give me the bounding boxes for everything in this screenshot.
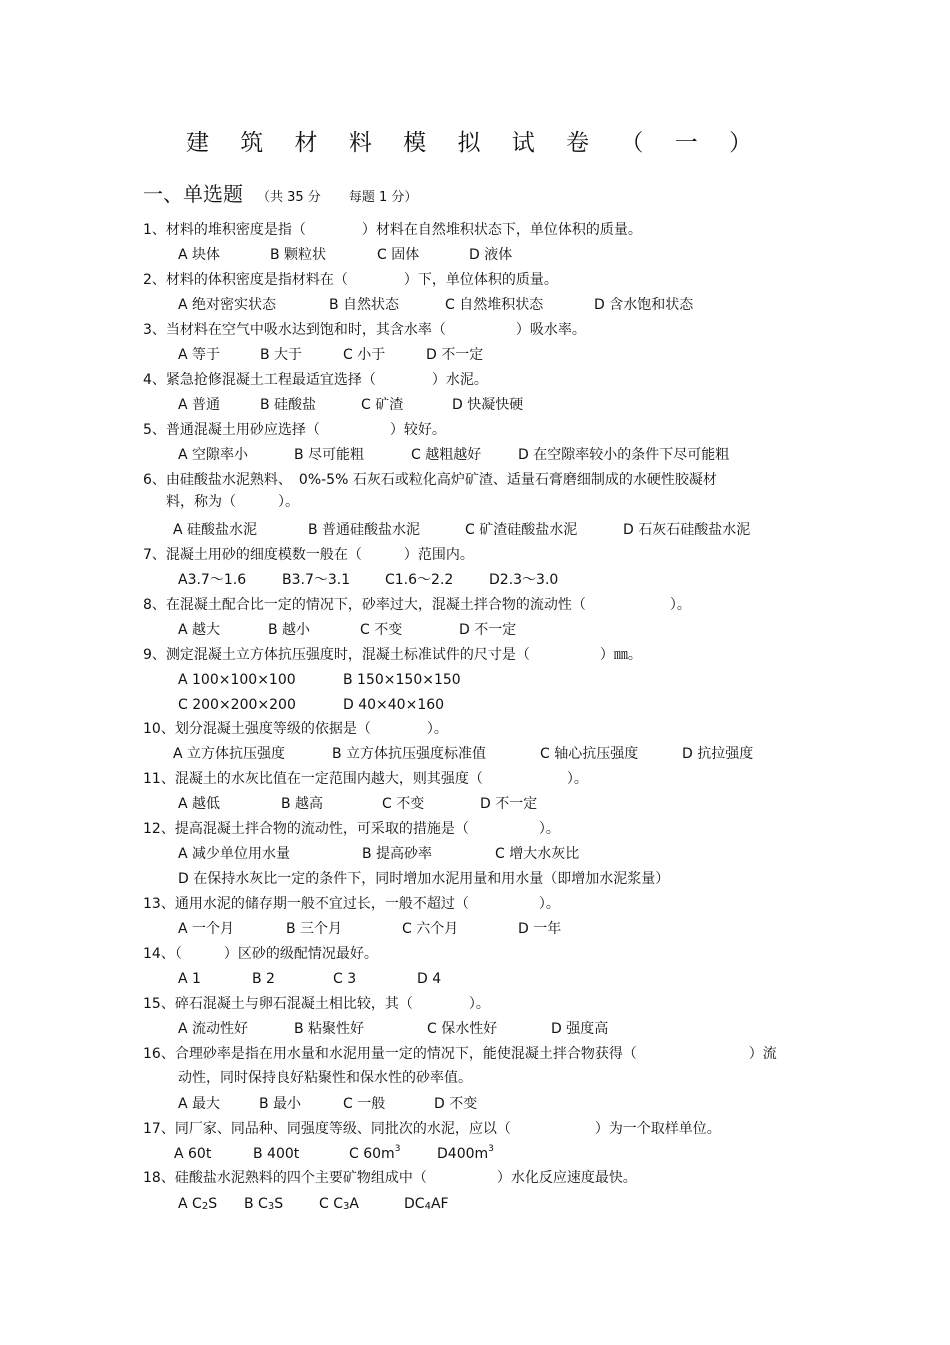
option-d: D 快凝快硬 [452,397,524,413]
option-d: D 在空隙率较小的条件下尽可能粗 [518,447,730,463]
option-a: A 1 [178,971,201,987]
section-score-note: （共 35 分 [257,190,321,205]
option-a: A 越大 [178,622,221,638]
option-b: B 提高砂率 [362,846,433,862]
option-c [319,1195,359,1213]
option-c: C 一般 [343,1096,386,1112]
option-c: C 矿渣 [361,397,404,413]
option-b: B 硅酸盐 [260,397,317,413]
question-15: 15、碎石混凝土与卵石混凝土相比较，其（ ）。 [143,996,490,1012]
option-a: A 空隙率小 [178,447,249,463]
question-6-continued: 料，称为（ ）。 [166,494,299,510]
question-5: 5、普通混凝土用砂应选择（ ）较好。 [143,422,446,438]
question-7: 7、混凝土用砂的细度模数一般在（ ）范围内。 [143,547,474,563]
option-a [178,1195,217,1213]
option-c: C 3 [333,971,357,987]
option-b [244,1195,283,1213]
option-a: A3.7～1.6 [178,572,247,588]
question-12: 12、提高混凝土拌合物的流动性，可采取的措施是（ ）。 [143,821,560,837]
option-c-text: C 60m [349,1146,395,1162]
question-16: 16、合理砂率是指在用水量和水泥用量一定的情况下，能使混凝土拌合物获得（ ）流 [143,1046,777,1062]
section-title: 一、单选题 [143,182,243,206]
option-c: C 小于 [343,347,386,363]
option-b: B 普通硅酸盐水泥 [308,522,421,538]
question-17: 17、同厂家、同品种、同强度等级、同批次的水泥，应以（ ）为一个取样单位。 [143,1121,721,1137]
option-a: A 减少单位用水量 [178,846,291,862]
option-b: B 三个月 [286,921,343,937]
subscript: 3 [343,1201,350,1212]
option-c: C 不变 [382,796,425,812]
question-11: 11、混凝土的水灰比值在一定范围内越大，则其强度（ ）。 [143,771,588,787]
section-per-item-note: 每题 1 分） [348,190,418,205]
option-a-text: A C [178,1196,202,1212]
subscript: 4 [424,1201,431,1212]
question-2: 2、材料的体积密度是指材料在（ ）下，单位体积的质量。 [143,272,558,288]
question-16-continued: 动性，同时保持良好粘聚性和保水性的砂率值。 [178,1070,472,1086]
option-b: B 大于 [260,347,303,363]
subscript: 2 [201,1201,209,1212]
option-a: A 越低 [178,796,221,812]
option-b: B 越小 [268,622,311,638]
option-d [404,1195,449,1213]
option-d: D 抗拉强度 [682,746,754,762]
option-c: C 矿渣硅酸盐水泥 [465,522,578,538]
option-a: A 100×100×100 [178,672,296,688]
option-a: A 流动性好 [178,1021,249,1037]
option-c: C1.6～2.2 [385,572,454,588]
option-d: D 40×40×160 [343,697,445,713]
option-c: C 越粗越好 [411,447,482,463]
option-d-tail: AF [430,1196,449,1212]
option-b: B 颗粒状 [270,247,327,263]
cubic-superscript: 3 [488,1144,494,1154]
question-3: 3、当材料在空气中吸水达到饱和时，其含水率（ ）吸水率。 [143,322,586,338]
option-a: A 硅酸盐水泥 [173,522,258,538]
option-a: A 普通 [178,397,221,413]
option-b: B 粘聚性好 [294,1021,365,1037]
option-b: B 越高 [281,796,324,812]
question-8: 8、在混凝土配合比一定的情况下，砂率过大，混凝土拌合物的流动性（ ）。 [143,597,691,613]
option-a: A 最大 [178,1096,221,1112]
subscript: 3 [267,1201,275,1212]
option-c: C 增大水灰比 [495,846,580,862]
option-d-text: DC [404,1196,425,1212]
option-d: D 含水饱和状态 [594,297,694,313]
section-heading [143,178,417,207]
question-1: 1、材料的堆积密度是指（ ）材料在自然堆积状态下，单位体积的质量。 [143,222,642,238]
option-b: B 最小 [259,1096,302,1112]
question-6: 6、由硅酸盐水泥熟料、 0%-5% 石灰石或粒化高炉矿渣、适量石膏磨细制成的水硬性胶凝材 [143,472,717,488]
option-d: D2.3～3.0 [489,572,559,588]
option-c: C 固体 [377,247,420,263]
option-c-text: C C [319,1196,344,1212]
option-c: C 六个月 [402,921,459,937]
option-a: A 等于 [178,347,221,363]
option-c: C 不变 [360,622,403,638]
page-title: 建 筑 材 料 模 拟 试 卷 （ 一 ） [185,130,765,156]
option-d: D 液体 [469,247,513,263]
question-14: 14、（ ）区砂的级配情况最好。 [143,946,378,962]
option-c: C 轴心抗压强度 [540,746,639,762]
question-9: 9、测定混凝土立方体抗压强度时，混凝土标准试件的尺寸是（ ）㎜。 [143,647,642,663]
option-d: D 不变 [434,1096,478,1112]
question-10: 10、划分混凝土强度等级的依据是（ ）。 [143,721,448,737]
option-b-tail: S [274,1196,284,1212]
option-a: A 绝对密实状态 [178,297,277,313]
option-d: D 不一定 [426,347,484,363]
option-b-text: B C [244,1196,268,1212]
option-d-text: D400m [437,1146,489,1162]
option-d: D 不一定 [480,796,538,812]
option-d [437,1145,494,1163]
option-b: B 150×150×150 [343,672,461,688]
option-a-tail: S [208,1196,218,1212]
option-c-tail: A [349,1196,359,1212]
option-b: B 自然状态 [329,297,400,313]
option-b: B 2 [252,971,275,987]
question-18: 18、硅酸盐水泥熟料的四个主要矿物组成中（ ）水化反应速度最快。 [143,1170,637,1186]
option-d: D 石灰石硅酸盐水泥 [623,522,751,538]
option-b: B3.7～3.1 [282,572,351,588]
question-13: 13、通用水泥的储存期一般不宜过长，一般不超过（ ）。 [143,896,560,912]
option-a: A 块体 [178,247,221,263]
option-d: D 不一定 [459,622,517,638]
option-d: D 一年 [518,921,562,937]
option-b: B 400t [253,1146,300,1162]
option-b: B 尽可能粗 [294,447,365,463]
option-a: A 一个月 [178,921,235,937]
option-d: D 4 [417,971,442,987]
option-c: C 200×200×200 [178,697,296,713]
option-a: A 60t [174,1146,212,1162]
cubic-superscript: 3 [394,1144,401,1154]
option-a: A 立方体抗压强度 [173,746,286,762]
option-d: D 强度高 [551,1021,609,1037]
question-4: 4、紧急抢修混凝土工程最适宜选择（ ）水泥。 [143,372,488,388]
option-c: C 保水性好 [427,1021,498,1037]
option-b: B 立方体抗压强度标准值 [332,746,487,762]
option-c: C 自然堆积状态 [445,297,544,313]
option-c [349,1145,400,1163]
option-d: D 在保持水灰比一定的条件下，同时增加水泥用量和用水量（即增加水泥浆量） [178,871,670,887]
